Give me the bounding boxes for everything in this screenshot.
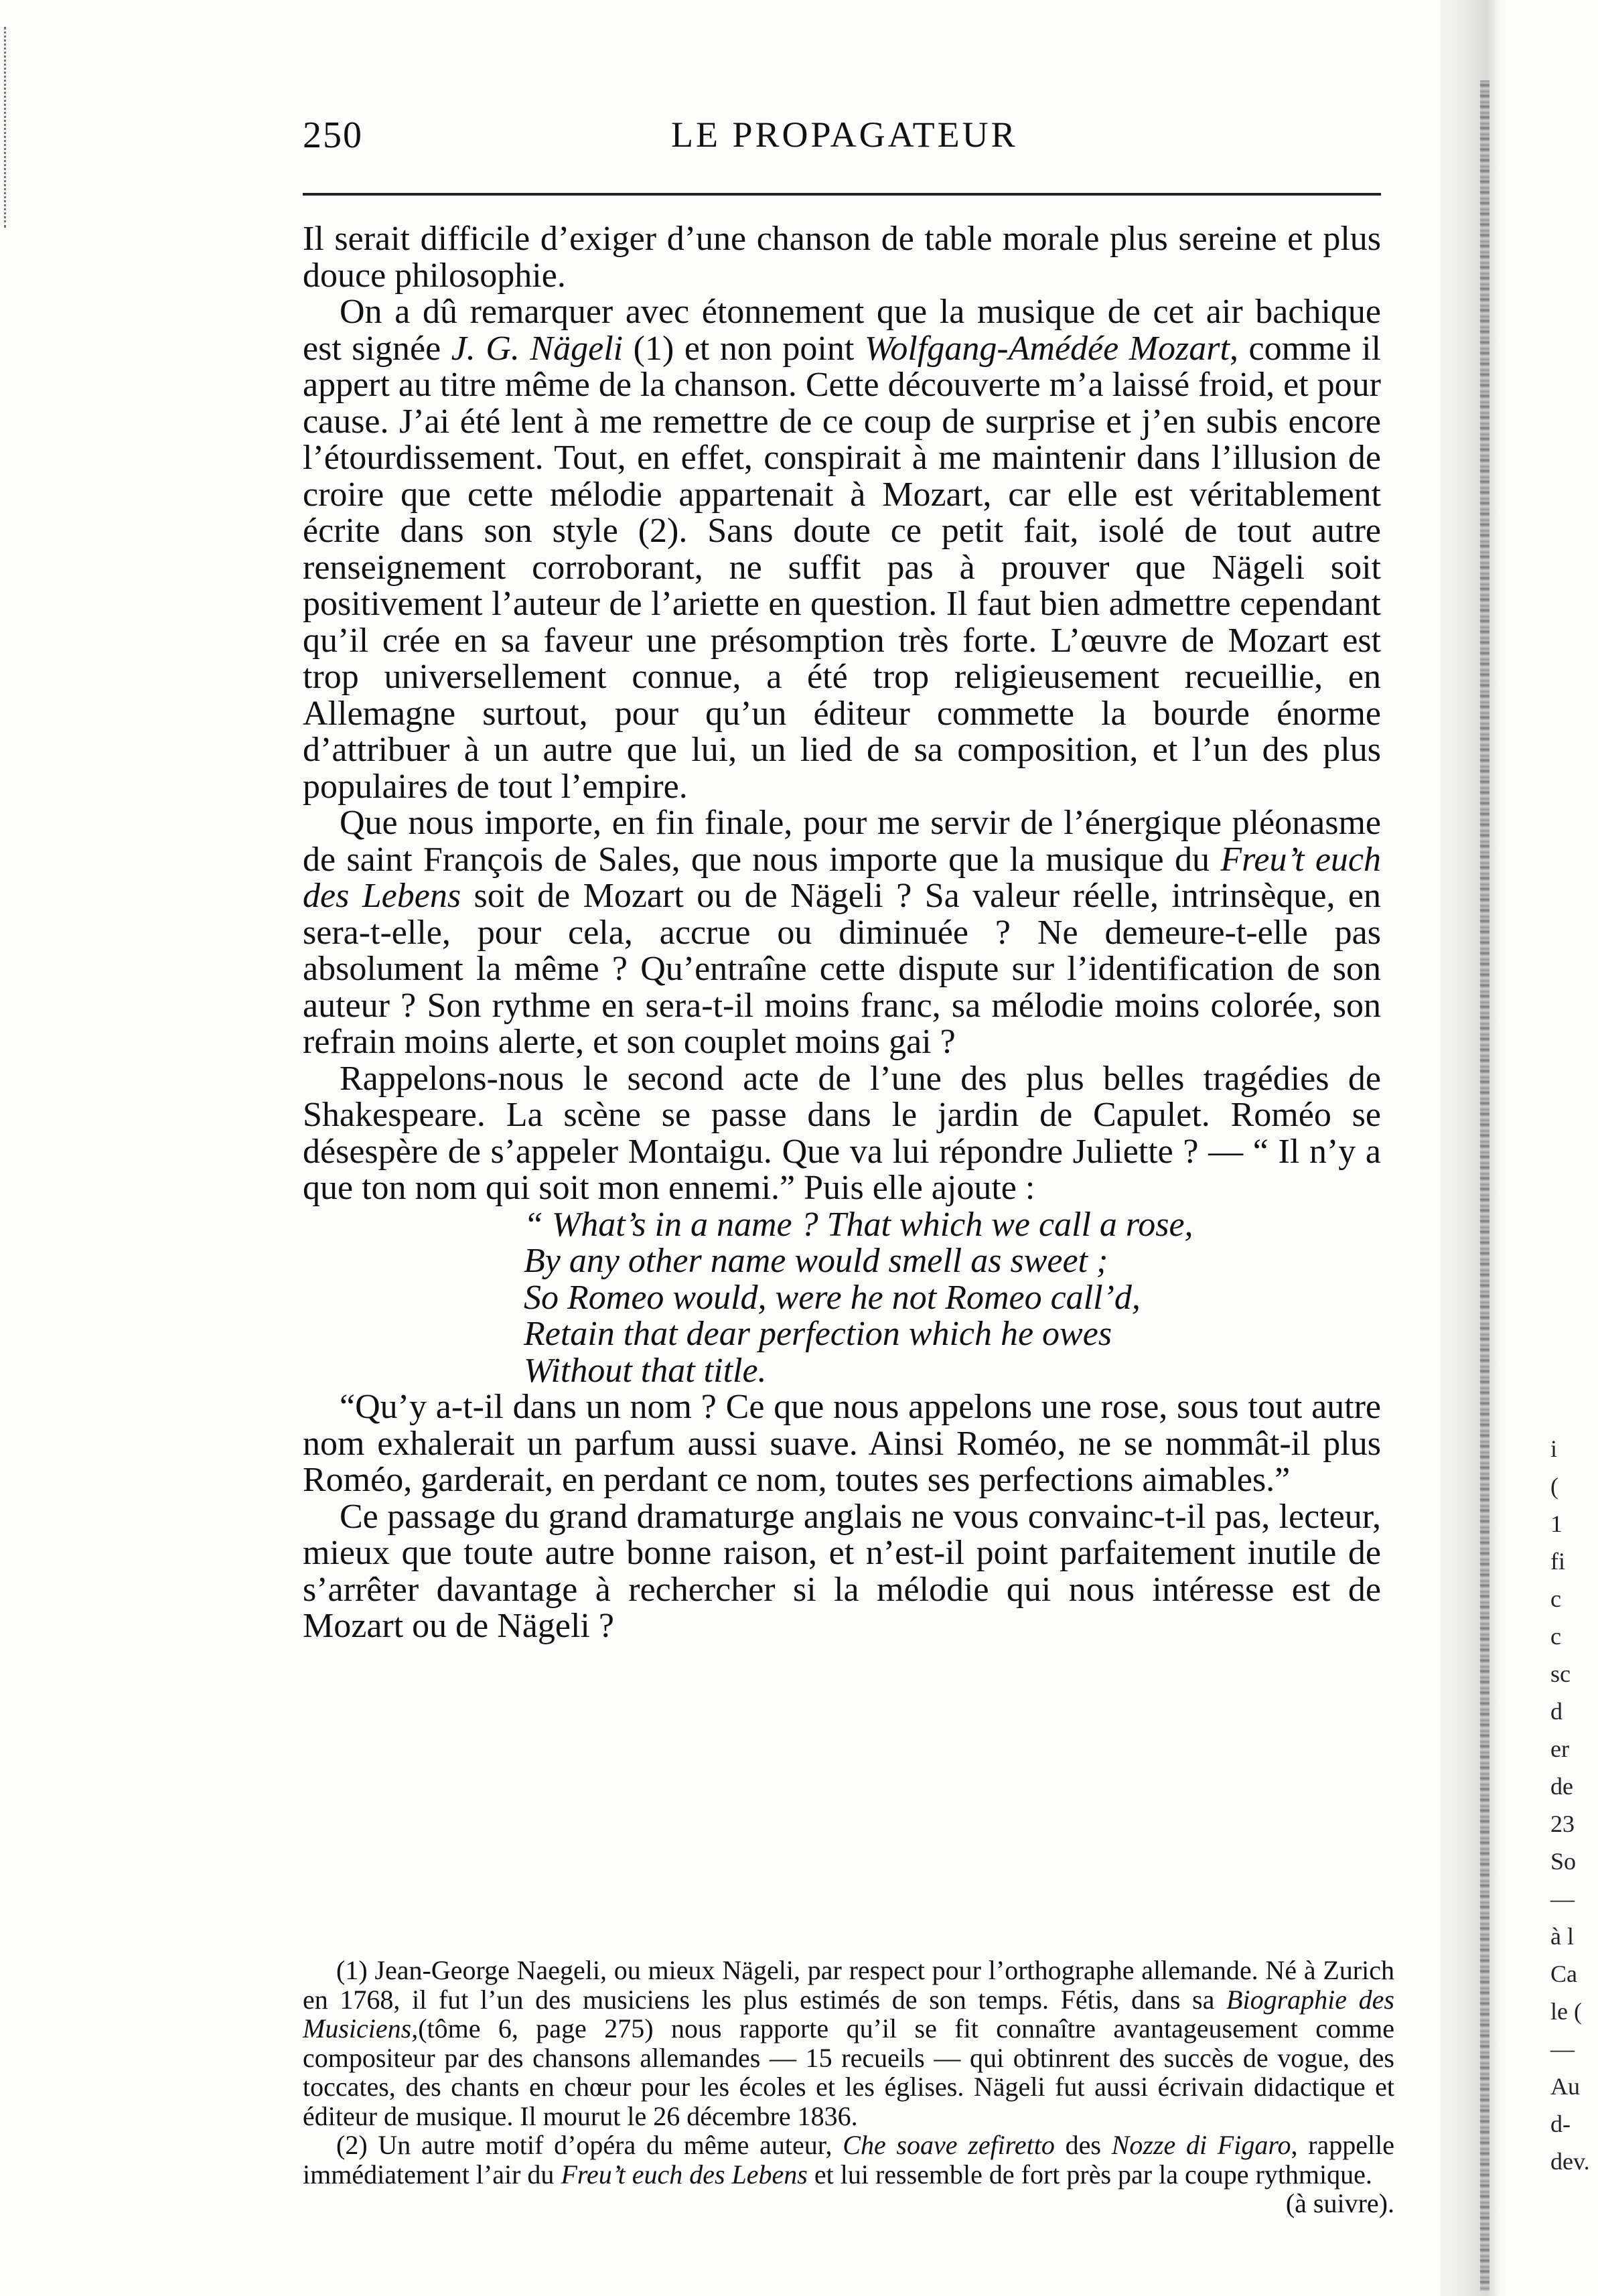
binding-shadow <box>1480 80 1490 2291</box>
verse-line: Without that title. <box>524 1351 767 1390</box>
verse-line: So Romeo would, were he not Romeo call’d, <box>524 1278 1141 1317</box>
paragraph: Il serait difficile d’exiger d’une chanson de table morale plus sereine et plus douce philosophie. <box>303 220 1381 295</box>
verse-line: “ What’s in a name ? That which we call a rose, <box>524 1205 1193 1244</box>
footnote-2: (2) Un autre motif d’opéra du même auteur, Che soave zefiretto des Nozze di Figaro, rappelle immédiatement l’air du Freu’t euch des Lebens et lui ressemble de fort près par la coupe rythmique. (à suivre). <box>303 2130 1394 2218</box>
composer-name: J. G. Nägeli <box>451 329 624 368</box>
running-title: LE PROPAGATEUR <box>671 115 1018 155</box>
paragraph: Ce passage du grand dramaturge anglais ne vous convainc-t-il pas, lecteur, mieux que toute autre bonne raison, et n’est-il point parfaitement inutile de s’arrêter davantage à rechercher si la mélodie qui nous intéresse est de Mozart ou de Nägeli ? <box>303 1497 1381 1645</box>
verse-line: Retain that dear perfection which he owes <box>524 1315 1112 1353</box>
page-number: 250 <box>303 115 363 156</box>
shakespeare-verse <box>524 1207 1381 1390</box>
footnote-1: (1) Jean-George Naegeli, ou mieux Nägeli, par respect pour l’orthographe allemande. Né à Zurich en 1768, il fut l’un des musiciens les plus estimés de son temps. Fétis, dans sa Biographie des Musiciens,(tôme 6, page 275) nous rapporte qu’il se fit connaître avantageusement comme compositeur par des chansons allemandes — 15 recueils — qui obtinrent des succès de vogue, des toccates, des chants en chœur pour les écoles et les églises. Nägeli fut aussi écrivain didactique et éditeur de musique. Il mourut le 26 décembre 1836. <box>303 1955 1394 2131</box>
verse-line: By any other name would smell as sweet ; <box>524 1242 1108 1280</box>
paragraph: “Qu’y a-t-il dans un nom ? Ce que nous appelons une rose, sous tout autre nom exhalerait un parfum aussi suave. Ainsi Roméo, ne se nommât-il plus Roméo, garderait, en perdant ce nom, toutes ses perfections aimables.” <box>303 1388 1381 1499</box>
adjacent-page-fragments: i ( 1 fi c c sc d er de 23 So — à l Ca le ( — Au d- dev. <box>1550 1435 1590 2175</box>
article-body <box>303 221 1381 1645</box>
paragraph: Que nous importe, en fin finale, pour me servir de l’énergique pléonasme de saint François de Sales, que nous importe que la musique du Freu’t euch des Lebens soit de Mozart ou de Nägeli ? Sa valeur réelle, intrinsèque, en sera-t-elle, pour cela, accrue ou diminuée ? Ne demeure-t-elle pas absolument la même ? Qu’entraîne cette dispute sur l’identification de son auteur ? Son rythme en sera-t-il moins franc, sa mélodie moins colorée, son refrain moins alerte, et son couplet moins gai ? <box>303 804 1382 1061</box>
scan-left-edge <box>4 27 10 228</box>
scan-right-edge <box>1440 0 1598 2296</box>
running-header <box>303 114 1381 161</box>
composer-name: Wolfgang-Amédée Mozart <box>864 329 1230 368</box>
to-be-continued: (à suivre). <box>1285 2188 1394 2218</box>
header-rule <box>303 193 1381 196</box>
footnotes <box>303 1956 1394 2218</box>
paragraph: Rappelons-nous le second acte de l’une des plus belles tragédies de Shakespeare. La scène se passe dans le jardin de Capulet. Roméo se désespère de s’appeler Montaigu. Que va lui répondre Juliette ? — “ Il n’y a que ton nom qui soit mon ennemi.” Puis elle ajoute : <box>303 1059 1381 1207</box>
paragraph: On a dû remarquer avec étonnement que la musique de cet air bachique est signée J. G. Nägeli (1) et non point Wolfgang-Amédée Mozart, comme il appert au titre même de la chanson. Cette découverte m’a laissé froid, et pour cause. J’ai été lent à me remettre de ce coup de surprise et j’en subis encore l’étourdissement. Tout, en effet, conspirait à me maintenir dans l’illusion de croire que cette mélodie appartenait à Mozart, car elle est véritablement écrite dans son style (2). Sans doute ce petit fait, isolé de tout autre renseignement corroborant, ne suffit pas à prouver que Nägeli soit positivement l’auteur de l’ariette en question. Il faut bien admettre cependant qu’il crée en sa faveur une présomption très forte. L’œuvre de Mozart est trop universellement connue, a été trop religieusement recueillie, en Allemagne surtout, pour qu’un éditeur commette la bourde énorme d’attribuer à un autre que lui, un lied de sa composition, et l’un des plus populaires de tout l’empire. <box>303 293 1382 806</box>
song-title: Freu’t euch des Lebens <box>303 840 1382 915</box>
